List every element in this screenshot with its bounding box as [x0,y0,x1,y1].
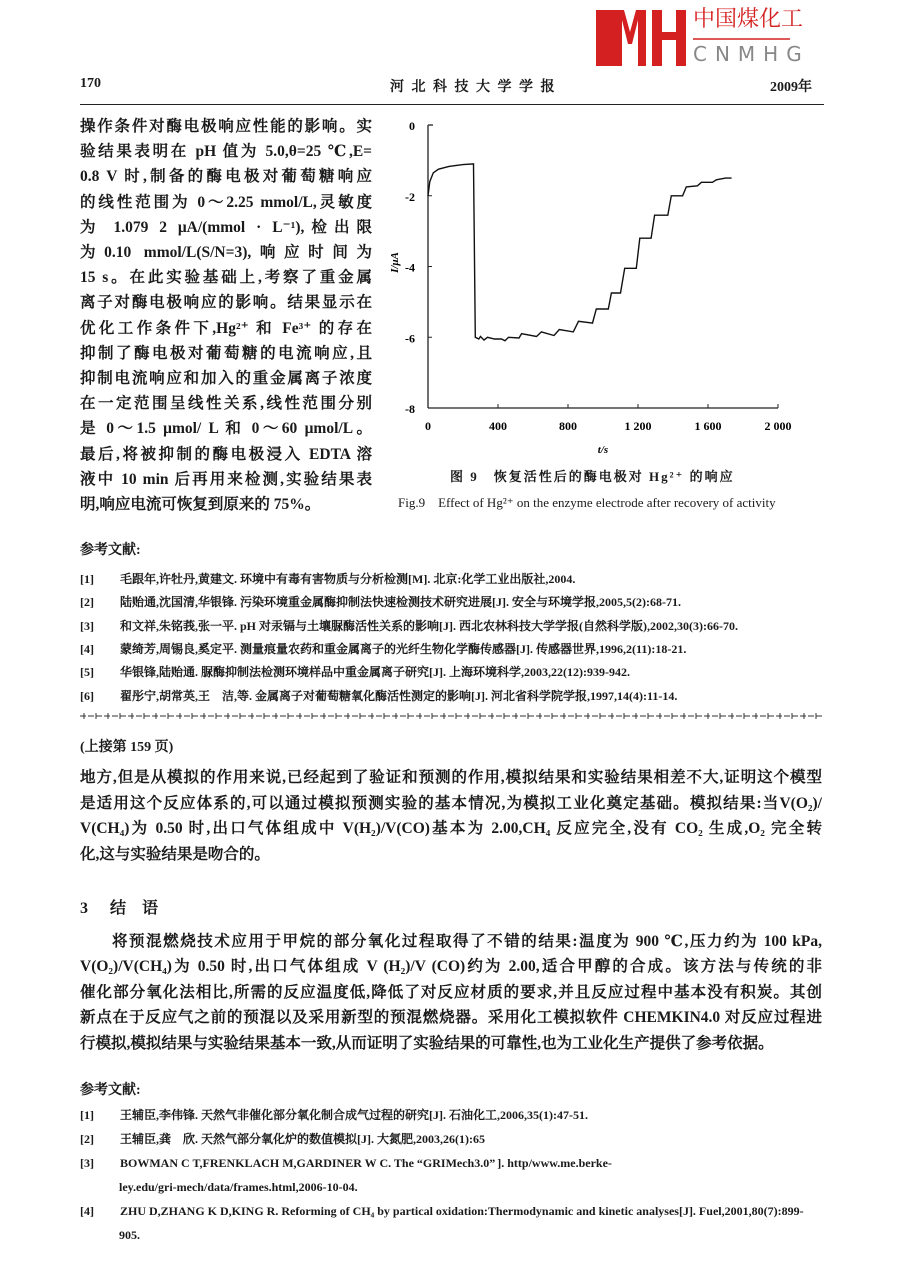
figure-9-chart [380,108,820,468]
x-tick-label: 400 [489,419,507,433]
reference-number: [3] [80,1156,94,1170]
references-heading-1: 参考文献: [80,543,141,558]
text-line: 是 0～1.5 μmol/ L 和 0～60 μmol/L。 [80,420,372,438]
reference-continuation: 905. [119,1228,140,1242]
text-line: 的线性范围为 0～2.25 mmol/L,灵敏度 [80,193,372,211]
y-tick-label: -2 [405,189,415,204]
reference-text: 华银锋,陆贻通. 脲酶抑制法检测环境样品中重金属离子研究[J]. 上海环境科学,2003,22(12):939-942. [120,665,630,680]
reference-number: [1] [80,572,94,586]
x-axis-label: t/s [597,444,609,456]
text-line: V(CH₄)为 0.50 时,出口气体组成中 V(H₂)/V(CO)基本为 2.00,CH₄ 反应完全,没有 CO₂ 生成,O₂ 完全转 [80,820,822,838]
reference-text: 和文祥,朱铭莪,张一平. pH 对汞镉与土壤脲酶活性关系的影响[J]. 西北农林科技大学学报(自然科学版),2002,30(3):66-70. [120,618,738,633]
logo-cn-text: 中国煤化工 [693,7,804,32]
reference-item [80,1106,588,1124]
y-axis-label: I/μA [389,252,401,273]
header-rule [80,104,824,105]
text-line: 是适用这个反应体系的,可以通过模拟预测实验的基本情况,为模拟工业化奠定基础。模拟结果:当V(O₂)/ [80,794,822,812]
section-heading [80,895,180,918]
x-tick-label: 800 [559,419,577,433]
continued-note: (上接第 159 页) [80,740,174,755]
text-line: 液中 10 min 后再用来检测,实验结果表 [80,470,372,488]
text-line: 离子对酶电极响应的影响。结果显示在 [80,294,372,312]
x-tick-label: 0 [425,419,431,433]
text-line: 地方,但是从模拟的作用来说,已经起到了验证和预测的作用,模拟结果和实验结果相差不大,证明这个模型 [80,769,822,786]
section-title: 结 语 [110,900,159,917]
text-line: 为0.10 mmol/L(S/N=3),响应时间为 [80,244,372,261]
reference-text: 毛跟年,许牡丹,黄建文. 环境中有毒有害物质与分析检测[M]. 北京:化学工业出版社,2004. [120,572,576,586]
reference-text: 王辅臣,龚 欣. 天然气部分氧化炉的数值模拟[J]. 大氮肥,2003,26(1):65 [120,1132,485,1146]
reference-item [80,1154,612,1172]
text-line: 新点在于反应气之前的预混以及采用新型的预混燃烧器。采用化工模拟软件 CHEMKIN4.0 对反应过程进 [80,1009,822,1027]
y-tick-label: -4 [405,260,415,275]
reference-number: [2] [80,595,94,610]
reference-number: [4] [80,641,94,656]
page-number: 170 [80,76,101,91]
reference-number: [2] [80,1132,94,1146]
text-line: 抑制电流响应和加入的重金属离子浓度 [80,370,372,387]
text-line: 15 s。在此实验基础上,考察了重金属 [80,269,372,287]
x-tick-label: 1 600 [694,419,722,433]
reference-item [80,663,630,681]
header-year: 2009年 [770,80,812,95]
text-line: 行模拟,模拟结果与实验结果基本一致,从而证明了实验结果的可靠性,也为工业化生产提供了参考依据。 [80,1034,774,1052]
journal-title: 河 北 科 技 大 学 学 报 [390,80,557,95]
text-line: 验结果表明在 pH 值为 5.0,θ=25 ℃,E= [80,143,372,161]
watermark-logo [590,6,820,68]
text-line: 0.8 V 时,制备的酶电极对葡萄糖响应 [80,168,372,186]
text-line: 优化工作条件下,Hg²⁺ 和 Fe³⁺ 的存在 [80,319,372,337]
text-line: 将预混燃烧技术应用于甲烷的部分氧化过程取得了不错的结果:温度为 900 ℃,压力约为 100 kPa, [112,933,822,950]
reference-item [80,1130,485,1148]
reference-continuation: ley.edu/gri-mech/data/frames.html,2006-10-04. [119,1180,358,1194]
reference-number: [3] [80,618,94,633]
reference-number: [6] [80,688,94,703]
logo-en-text: CNMHG [693,42,810,66]
figure-caption-en: Fig.9 Effect of Hg²⁺ on the enzyme electrode after recovery of activity [398,495,776,510]
reference-text-tail: ]. http/www.me.berke- [497,1156,612,1170]
x-tick-label: 1 200 [624,419,652,433]
reference-number: [4] [80,1204,94,1218]
reference-text: ZHU D,ZHANG K D,KING R. Reforming of CH₄ by partical oxidation:Thermodynamic and kinetic analyses[J]. Fuel,2001,80(7):899- [120,1204,804,1218]
reference-item [80,1202,804,1220]
text-line: 在一定范围呈线性关系,线性范围分别 [80,395,372,413]
text-line: 催化部分氧化法相比,所需的反应温度低,降低了对反应材质的要求,并且反应过程中基本没有积炭。其创 [80,983,822,1001]
reference-item [80,687,677,705]
text-line: 最后,将被抑制的酶电极浸入 EDTA 溶 [80,445,372,463]
text-line: 明,响应电流可恢复到原来的 75%。 [80,496,321,513]
x-tick-label: 2 000 [764,419,792,433]
reference-text: 王辅臣,李伟锋. 天然气非催化部分氧化制合成气过程的研究[J]. 石油化工,2006,35(1):47-51. [120,1108,588,1122]
text-line: 化,这与实验结果是吻合的。 [80,845,270,863]
reference-item [80,640,686,658]
figure-caption-cn: 图 9 恢复活性后的酶电极对 Hg²⁺ 的响应 [450,469,735,484]
text-line: 抑制了酶电极对葡萄糖的电流响应,且 [80,344,372,362]
series-line-response [428,164,732,341]
y-tick-label: 0 [409,119,415,133]
text-line: 操作条件对酶电极响应性能的影响。实 [80,118,372,135]
section-divider [80,712,824,720]
reference-item [80,593,681,611]
text-line: V(O₂)/V(CH₄)为 0.50 时,出口气体组成 V (H₂)/V (CO)约为 2.00,适合甲醇的合成。该方法与传统的非 [80,958,822,976]
text-line: 为 1.079 2 μA/(mmol · L⁻¹),检出限 [80,218,372,236]
reference-text: 陆贻通,沈国清,华银锋. 污染环境重金属酶抑制法快速检测技术研究进展[J]. 安全与环境学报,2005,5(2):68-71. [120,595,681,610]
references-heading-2: 参考文献: [80,1083,141,1098]
section-number: 3 [80,900,88,917]
reference-item [80,617,738,635]
reference-text: 翟彤宁,胡常英,王 洁,等. 金属离子对葡萄糖氧化酶活性测定的影响[J]. 河北省科学院学报,1997,14(4):11-14. [120,688,678,703]
reference-text: 蒙绮芳,周锡良,奚定平. 测量痕量农药和重金属离子的光纤生物化学酶传感器[J]. 传感器世界,1996,2(11):18-21. [120,641,687,656]
reference-number: [5] [80,665,94,680]
reference-number: [1] [80,1108,94,1122]
reference-item [80,570,575,588]
reference-text: BOWMAN C T,FRENKLACH M,GARDINER W C. The “GRIMech3.0” [120,1156,496,1170]
y-tick-label: -6 [405,331,415,346]
y-tick-label: -8 [405,402,415,416]
